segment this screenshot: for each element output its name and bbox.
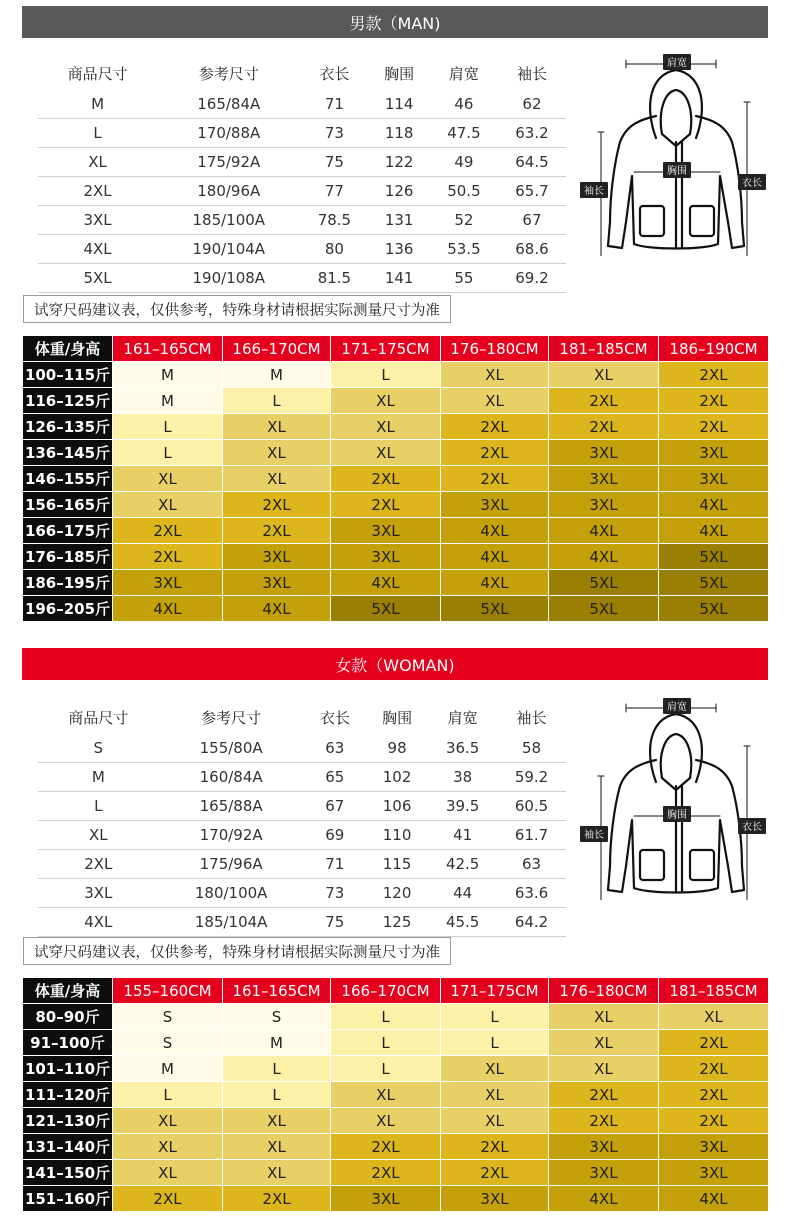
sleeve-label [580,826,608,842]
fit-weight-label: 156–165斤 [23,492,113,518]
size-header-cell: 肩宽 [448,64,479,83]
size-cell: 63.2 [498,119,566,148]
fit-weight-label: 101–110斤 [23,1056,113,1082]
fit-size-cell: 4XL [223,596,331,622]
size-cell: 50.5 [430,177,498,206]
fit-size-cell: 3XL [659,440,769,466]
fit-size-cell: 5XL [659,596,769,622]
fit-size-cell: 2XL [549,388,659,414]
size-header-cell: 胸围 [384,64,415,83]
size-cell: 67 [498,206,566,235]
fit-size-cell: XL [223,414,331,440]
fit-size-cell: XL [331,1108,441,1134]
svg-text:肩宽: 肩宽 [667,702,687,713]
fit-size-cell: XL [331,414,441,440]
fit-size-cell: 2XL [659,1056,769,1082]
fit-size-cell: 3XL [441,1186,549,1212]
size-cell: 64.2 [497,908,566,937]
fit-size-cell: 3XL [549,466,659,492]
size-cell: 49 [430,148,498,177]
fit-size-cell: 3XL [549,1134,659,1160]
size-cell: 41 [428,821,497,850]
fit-size-cell: XL [113,1134,223,1160]
size-row [38,177,566,206]
fit-height-header: 161–165CM [113,336,223,362]
fit-size-cell: M [113,362,223,388]
size-cell: 62 [498,90,566,119]
size-header-cell: 衣长 [319,64,350,83]
fit-row [23,492,769,518]
fit-size-cell: 4XL [659,518,769,544]
fit-row [23,440,769,466]
fit-height-header: 186–190CM [659,336,769,362]
size-cell: 175/96A [159,850,304,879]
fit-size-cell: M [113,1056,223,1082]
fit-size-cell: 3XL [331,518,441,544]
fit-size-cell: M [113,388,223,414]
size-cell: S [38,734,159,763]
fit-size-cell: L [113,1082,223,1108]
size-cell: 36.5 [428,734,497,763]
fit-size-cell: S [113,1004,223,1030]
fit-size-cell: 3XL [549,440,659,466]
fit-size-cell: L [113,414,223,440]
shoulder-label [663,698,691,714]
fit-size-cell: 4XL [549,544,659,570]
fit-size-cell: 2XL [659,414,769,440]
fit-size-cell: 2XL [659,362,769,388]
svg-text:袖长: 袖长 [584,186,604,197]
fit-size-cell: 2XL [223,492,331,518]
fit-size-cell: 2XL [441,466,549,492]
svg-text:袖长: 袖长 [584,830,604,841]
size-cell: 114 [368,90,430,119]
size-cell: 118 [368,119,430,148]
fit-weight-label: 126–135斤 [23,414,113,440]
size-cell: 98 [366,734,428,763]
size-header-cell: 商品尺寸 [67,64,128,83]
fit-size-cell: 2XL [549,1082,659,1108]
size-row [38,821,566,850]
length-label [738,174,766,190]
fit-row [23,544,769,570]
size-cell: XL [38,821,159,850]
size-cell: 77 [300,177,368,206]
size-header-cell: 参考尺寸 [201,708,262,727]
fit-size-cell: 2XL [549,414,659,440]
size-cell: L [38,792,159,821]
size-cell: 115 [366,850,428,879]
fit-weight-label: 136–145斤 [23,440,113,466]
fit-size-cell: 3XL [331,544,441,570]
fit-size-cell: 4XL [441,570,549,596]
size-cell: 141 [368,264,430,293]
woman-section-banner: 女款（WOMAN) [22,648,768,680]
size-cell: 61.7 [497,821,566,850]
size-cell: 73 [304,879,366,908]
fit-size-cell: XL [223,466,331,492]
size-cell: 190/108A [157,264,300,293]
size-cell: 175/92A [157,148,300,177]
size-header-cell: 袖长 [516,64,547,83]
size-cell: 180/100A [159,879,304,908]
size-cell: 69.2 [498,264,566,293]
size-cell: 78.5 [300,206,368,235]
fit-row [23,570,769,596]
size-cell: 80 [300,235,368,264]
fit-size-cell: XL [441,362,549,388]
size-cell: 68.6 [498,235,566,264]
fit-size-cell: 3XL [331,1186,441,1212]
fit-height-header: 166–170CM [223,336,331,362]
fit-size-cell: 4XL [659,1186,769,1212]
fit-size-cell: XL [113,466,223,492]
size-cell: 63 [497,850,566,879]
fit-size-cell: XL [113,1108,223,1134]
size-row [38,206,566,235]
size-cell: 180/96A [157,177,300,206]
svg-text:胸围: 胸围 [667,166,687,177]
chest-label [663,806,691,822]
fit-row [23,1160,769,1186]
size-cell: 69 [304,821,366,850]
fit-size-cell: L [223,1056,331,1082]
size-row [38,734,566,763]
fit-size-cell: 2XL [331,1160,441,1186]
fit-weight-label: 146–155斤 [23,466,113,492]
fit-size-cell: L [331,1030,441,1056]
size-cell: M [38,763,159,792]
fit-size-cell: XL [223,1108,331,1134]
size-header-cell: 胸围 [382,708,413,727]
fit-size-cell: 2XL [113,544,223,570]
fit-weight-label: 80–90斤 [23,1004,113,1030]
fit-corner-label: 体重/身高 [23,336,113,362]
size-cell: 44 [428,879,497,908]
size-header-cell: 肩宽 [447,708,478,727]
size-cell: 53.5 [430,235,498,264]
size-header-cell: 衣长 [319,708,350,727]
size-cell: 3XL [38,206,157,235]
size-cell: 5XL [38,264,157,293]
sleeve-label [580,182,608,198]
size-cell: 42.5 [428,850,497,879]
fit-size-cell: L [223,388,331,414]
fit-size-cell: M [223,362,331,388]
size-row [38,119,566,148]
fit-size-cell: L [441,1030,549,1056]
fit-size-cell: 3XL [441,492,549,518]
size-header-cell: 商品尺寸 [68,708,129,727]
size-cell: 63.6 [497,879,566,908]
fit-size-cell: 5XL [331,596,441,622]
size-header-row [38,56,566,90]
size-cell: L [38,119,157,148]
size-cell: 59.2 [497,763,566,792]
size-cell: 185/104A [159,908,304,937]
size-row [38,264,566,293]
fit-size-cell: L [331,1004,441,1030]
size-cell: 3XL [38,879,159,908]
fit-size-cell: 4XL [331,570,441,596]
fit-size-cell: S [113,1030,223,1056]
size-cell: 170/88A [157,119,300,148]
fit-row [23,1056,769,1082]
fit-size-cell: 3XL [223,570,331,596]
size-row [38,908,566,937]
fit-size-cell: XL [331,388,441,414]
fit-weight-label: 151–160斤 [23,1186,113,1212]
fit-size-cell: L [331,362,441,388]
fit-size-cell: 2XL [331,1134,441,1160]
fit-weight-label: 100–115斤 [23,362,113,388]
fit-size-cell: XL [223,1160,331,1186]
fit-size-cell: 5XL [441,596,549,622]
size-cell: 58 [497,734,566,763]
woman-fit-note: 试穿尺码建议表，仅供参考，特殊身材请根据实际测量尺寸为准 [23,937,451,965]
svg-text:胸围: 胸围 [667,810,687,821]
fit-size-cell: M [223,1030,331,1056]
fit-size-cell: L [331,1056,441,1082]
size-cell: 165/88A [159,792,304,821]
fit-size-cell: 3XL [223,544,331,570]
woman-fit-table [22,977,769,1212]
fit-size-cell: L [113,440,223,466]
size-row [38,148,566,177]
fit-weight-label: 186–195斤 [23,570,113,596]
size-cell: 106 [366,792,428,821]
fit-size-cell: 4XL [441,518,549,544]
fit-row [23,388,769,414]
size-cell: 155/80A [159,734,304,763]
fit-size-cell: XL [549,1004,659,1030]
size-cell: 102 [366,763,428,792]
fit-row [23,1108,769,1134]
size-cell: 46 [430,90,498,119]
fit-size-cell: XL [441,1082,549,1108]
size-cell: 60.5 [497,792,566,821]
fit-header-row [23,978,769,1004]
fit-weight-label: 141–150斤 [23,1160,113,1186]
size-row [38,879,566,908]
fit-size-cell: 4XL [549,518,659,544]
fit-corner-label: 体重/身高 [23,978,113,1004]
length-label [738,818,766,834]
fit-size-cell: 2XL [113,1186,223,1212]
fit-height-header: 166–170CM [331,978,441,1004]
size-cell: 2XL [38,177,157,206]
fit-size-cell: XL [549,1056,659,1082]
size-header-cell: 参考尺寸 [198,64,259,83]
fit-size-cell: 2XL [441,1160,549,1186]
shoulder-label [663,54,691,70]
fit-size-cell: XL [441,1056,549,1082]
fit-weight-label: 111–120斤 [23,1082,113,1108]
size-header-row [38,700,566,734]
svg-text:衣长: 衣长 [742,822,762,833]
fit-row [23,1134,769,1160]
fit-size-cell: 2XL [549,1108,659,1134]
size-cell: 75 [304,908,366,937]
fit-size-cell: 2XL [441,414,549,440]
fit-height-header: 181–185CM [659,978,769,1004]
fit-height-header: 155–160CM [113,978,223,1004]
man-jacket-diagram [578,46,774,256]
fit-size-cell: XL [659,1004,769,1030]
fit-size-cell: 2XL [659,1082,769,1108]
fit-size-cell: XL [441,1108,549,1134]
size-row [38,90,566,119]
size-cell: 47.5 [430,119,498,148]
size-row [38,235,566,264]
size-cell: 71 [304,850,366,879]
fit-size-cell: L [223,1082,331,1108]
fit-row [23,466,769,492]
fit-size-cell: 4XL [441,544,549,570]
fit-size-cell: 3XL [113,570,223,596]
fit-size-cell: 2XL [331,466,441,492]
size-cell: 185/100A [157,206,300,235]
size-cell: 71 [300,90,368,119]
fit-header-row [23,336,769,362]
size-cell: 4XL [38,908,159,937]
fit-weight-label: 196–205斤 [23,596,113,622]
fit-height-header: 176–180CM [441,336,549,362]
fit-row [23,1030,769,1056]
fit-size-cell: 2XL [441,1134,549,1160]
fit-size-cell: 3XL [549,492,659,518]
fit-size-cell: 4XL [113,596,223,622]
fit-size-cell: 5XL [659,544,769,570]
man-size-table [38,56,566,293]
woman-jacket-diagram [578,690,774,900]
fit-row [23,1004,769,1030]
fit-size-cell: XL [113,1160,223,1186]
svg-text:衣长: 衣长 [742,178,762,189]
size-cell: 170/92A [159,821,304,850]
fit-size-cell: 5XL [549,596,659,622]
fit-weight-label: 166–175斤 [23,518,113,544]
fit-height-header: 161–165CM [223,978,331,1004]
fit-size-cell: 2XL [331,492,441,518]
size-row [38,763,566,792]
fit-size-cell: 2XL [441,440,549,466]
fit-size-cell: XL [223,440,331,466]
size-cell: 81.5 [300,264,368,293]
fit-row [23,518,769,544]
fit-size-cell: 5XL [549,570,659,596]
size-cell: 63 [304,734,366,763]
fit-size-cell: 2XL [223,518,331,544]
size-cell: 39.5 [428,792,497,821]
fit-size-cell: 2XL [659,1108,769,1134]
fit-size-cell: 2XL [223,1186,331,1212]
size-cell: 45.5 [428,908,497,937]
size-row [38,792,566,821]
fit-height-header: 181–185CM [549,336,659,362]
fit-weight-label: 131–140斤 [23,1134,113,1160]
man-fit-table [22,335,769,622]
fit-row [23,362,769,388]
fit-size-cell: 2XL [659,1030,769,1056]
size-cell: 4XL [38,235,157,264]
fit-size-cell: XL [549,1030,659,1056]
fit-weight-label: 176–185斤 [23,544,113,570]
size-cell: 67 [304,792,366,821]
size-cell: 55 [430,264,498,293]
fit-row [23,1082,769,1108]
size-header-cell: 袖长 [516,708,547,727]
fit-size-cell: 4XL [659,492,769,518]
size-cell: 160/84A [159,763,304,792]
fit-size-cell: 4XL [549,1186,659,1212]
fit-size-cell: XL [331,440,441,466]
fit-row [23,414,769,440]
fit-size-cell: XL [113,492,223,518]
fit-height-header: 171–175CM [441,978,549,1004]
size-cell: XL [38,148,157,177]
fit-size-cell: 3XL [659,466,769,492]
size-cell: 65 [304,763,366,792]
fit-weight-label: 91–100斤 [23,1030,113,1056]
fit-row [23,1186,769,1212]
fit-size-cell: 3XL [549,1160,659,1186]
fit-height-header: 171–175CM [331,336,441,362]
fit-size-cell: 2XL [113,518,223,544]
fit-size-cell: 3XL [659,1134,769,1160]
man-section-banner: 男款（MAN) [22,6,768,38]
fit-size-cell: 2XL [659,388,769,414]
size-cell: 126 [368,177,430,206]
size-cell: 136 [368,235,430,264]
size-cell: 125 [366,908,428,937]
fit-size-cell: S [223,1004,331,1030]
size-cell: 2XL [38,850,159,879]
fit-weight-label: 116–125斤 [23,388,113,414]
fit-size-cell: XL [223,1134,331,1160]
size-cell: 122 [368,148,430,177]
size-cell: 190/104A [157,235,300,264]
fit-size-cell: 5XL [659,570,769,596]
chest-label [663,162,691,178]
size-row [38,850,566,879]
fit-size-cell: 3XL [659,1160,769,1186]
man-fit-note: 试穿尺码建议表，仅供参考，特殊身材请根据实际测量尺寸为准 [23,295,451,323]
fit-row [23,596,769,622]
fit-size-cell: XL [549,362,659,388]
size-cell: 38 [428,763,497,792]
size-cell: 120 [366,879,428,908]
woman-size-table [38,700,566,937]
fit-size-cell: XL [441,388,549,414]
svg-text:肩宽: 肩宽 [667,58,687,69]
size-cell: 110 [366,821,428,850]
fit-size-cell: XL [331,1082,441,1108]
fit-weight-label: 121–130斤 [23,1108,113,1134]
fit-size-cell: L [441,1004,549,1030]
size-cell: 73 [300,119,368,148]
size-cell: 131 [368,206,430,235]
size-cell: 64.5 [498,148,566,177]
size-cell: 65.7 [498,177,566,206]
size-cell: 165/84A [157,90,300,119]
size-cell: 52 [430,206,498,235]
size-cell: 75 [300,148,368,177]
size-cell: M [38,90,157,119]
fit-height-header: 176–180CM [549,978,659,1004]
